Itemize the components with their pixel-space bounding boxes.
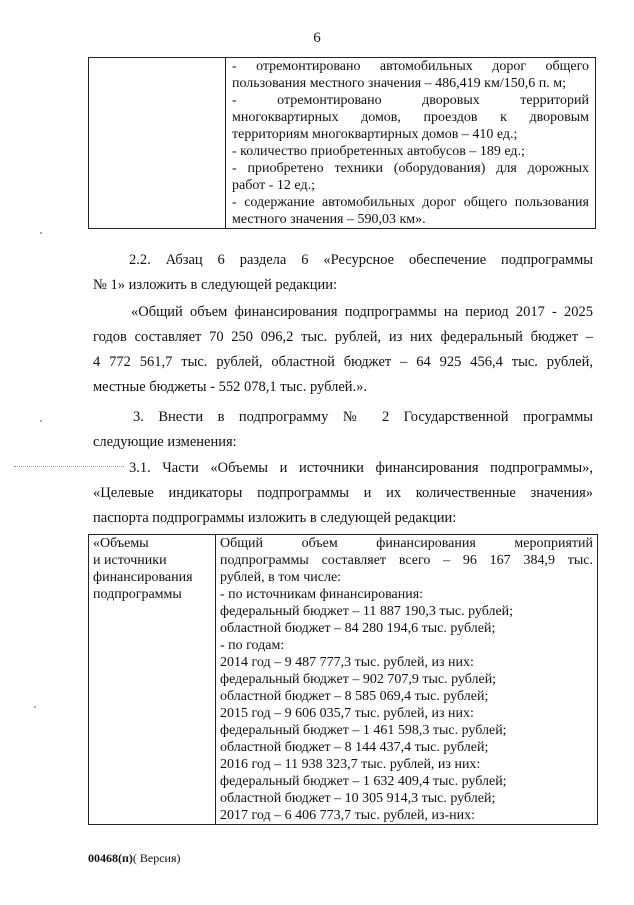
financing-table (88, 534, 598, 825)
table2-line: - по источникам финансирования: (220, 587, 424, 602)
paragraph-line: местные бюджеты - 552 078,1 тыс. рублей.». (93, 379, 368, 395)
paragraph-2-2 (93, 248, 593, 298)
paragraph-quote (93, 300, 593, 400)
footer-code: 00468(п) (88, 851, 133, 865)
table1-line: работ - 12 ед.; (232, 178, 315, 193)
footer-version (88, 851, 181, 866)
table2-line: федеральный бюджет – 1 632 409,4 тыс. рублей; (220, 774, 507, 789)
table2-line: 2017 год – 6 406 773,7 тыс. рублей, из-них: (220, 808, 476, 823)
table1-line: местного значения – 590,03 км». (232, 212, 426, 227)
table2-left-line: «Объемы (93, 536, 149, 551)
table-continuation (88, 57, 596, 229)
paragraph-line: годов составляет 70 250 096,2 тыс. рублей, из них федеральный бюджет – (93, 329, 593, 345)
paragraph-3 (93, 405, 593, 455)
table2-line: подпрограммы составляет всего – 96 167 384,9 тыс. (220, 553, 593, 568)
table1-line: пользования местного значения – 486,419 км/150,6 п. м; (232, 76, 566, 91)
paragraph-line: следующие изменения: (93, 434, 237, 450)
table1-line: - приобретено техники (оборудования) для дорожных (232, 161, 589, 176)
table2-line: рублей, в том числе: (220, 570, 342, 585)
table2-left-cell (89, 535, 216, 825)
table2-line: 2015 год – 9 606 035,7 тыс. рублей, из них: (220, 706, 474, 721)
table2-line: федеральный бюджет – 1 461 598,3 тыс. рублей; (220, 723, 507, 738)
table1-right-cell (226, 58, 596, 229)
table2-line: областной бюджет – 8 585 069,4 тыс. рублей; (220, 689, 489, 704)
table2-line: федеральный бюджет – 11 887 190,3 тыс. рублей; (220, 604, 514, 619)
scan-speck (40, 420, 42, 422)
table2-line: областной бюджет – 10 305 914,3 тыс. рублей; (220, 791, 496, 806)
table2-left-line: и источники (93, 553, 167, 568)
table2-left-line: финансирования (93, 570, 193, 585)
paragraph-line: № 1» изложить в следующей редакции: (93, 277, 338, 293)
paragraph-line: 3.1. Части «Объемы и источники финансирования подпрограммы», (129, 460, 593, 476)
table2-line: областной бюджет – 8 144 437,4 тыс. рублей; (220, 740, 489, 755)
table2-left-line: подпрограммы (93, 587, 182, 602)
table1-line: - отремонтировано автомобильных дорог общего (232, 59, 589, 74)
scan-speck (34, 706, 36, 708)
scan-speck (40, 232, 42, 234)
table2-line: областной бюджет – 84 280 194,6 тыс. рублей; (220, 621, 496, 636)
table1-line: - количество приобретенных автобусов – 189 ед.; (232, 144, 525, 159)
table1-line: территориям многоквартирных домов – 410 ед.; (232, 127, 518, 142)
paragraph-line: «Общий объем финансирования подпрограммы на период 2017 - 2025 (131, 304, 593, 320)
paragraph-line: 4 772 561,7 тыс. рублей, областной бюджет – 64 925 456,4 тыс. рублей, (93, 354, 593, 370)
table2-line: Общий объем финансирования мероприятий (220, 536, 593, 551)
paragraph-line: 3. Внести в подпрограмму № 2 Государственной программы (133, 409, 593, 425)
table2-line: - по годам: (220, 638, 285, 653)
table2-right-cell (216, 535, 598, 825)
table2-line: 2016 год – 11 938 323,7 тыс. рублей, из них: (220, 757, 481, 772)
table1-line: - отремонтировано дворовых территорий (232, 93, 589, 108)
paragraph-line: «Целевые индикаторы подпрограммы и их количественные значения» (93, 485, 593, 501)
table2-line: 2014 год – 9 487 777,3 тыс. рублей, из них: (220, 655, 474, 670)
table1-line: многоквартирных домов, проездов к дворовым (232, 110, 589, 125)
paragraph-line: 2.2. Абзац 6 раздела 6 «Ресурсное обеспечение подпрограммы (129, 252, 593, 268)
table1-left-cell (89, 58, 226, 229)
page-number: 6 (313, 30, 321, 46)
table1-line: - содержание автомобильных дорог общего пользования (232, 195, 589, 210)
footer-version-label: ( Версия) (132, 851, 181, 865)
paragraph-3-1 (93, 456, 593, 531)
paragraph-line: паспорта подпрограммы изложить в следующей редакции: (93, 510, 457, 526)
table2-line: федеральный бюджет – 902 707,9 тыс. рублей; (220, 672, 497, 687)
